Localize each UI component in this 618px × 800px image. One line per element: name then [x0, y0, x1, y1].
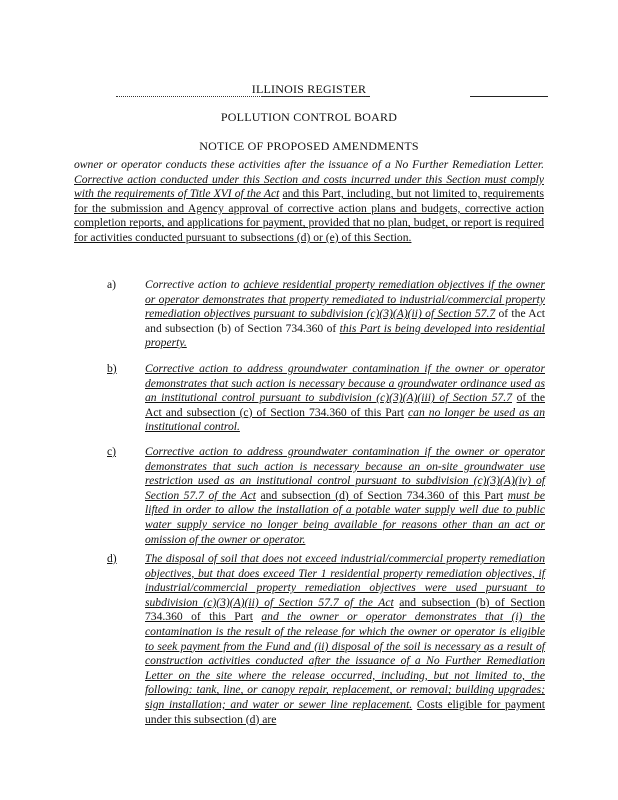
text-run: Corrective action to	[145, 278, 240, 291]
subsection-label: a)	[107, 278, 117, 291]
text-run: achieve residential property remediation objectives if the owner or operator demonstrates that property remediated to industrial/commercial property remediation objectives pursuant to subdivision (c)(3)(A)(ii) of Section 57.7	[145, 278, 545, 321]
text-run: this Part	[463, 488, 504, 502]
subsection-label: b)	[107, 362, 117, 375]
text-run: The disposal of soil that does not exceed industrial/commercial property remediation objectives, but that does exceed Tier 1 residential property remediation objectives, if industrial/commercial property remediation objectives were used pursuant to subdivision (c)(3)(A)(ii) of Section 57.7 of the Act	[145, 552, 545, 609]
board-title: POLLUTION CONTROL BOARD	[220, 110, 398, 124]
text-run: this Part is being developed into residential property.	[145, 321, 545, 350]
subsection-text	[145, 552, 545, 727]
register-title: ILLINOIS REGISTER	[251, 82, 367, 96]
intro-sentence-1: owner or operator conducts these activities after the issuance of a No Further Remediation Letter.	[74, 158, 544, 171]
text-run: of the Act and subsection (c) of Section 734.360 of this Part	[145, 391, 545, 419]
subsection-text	[145, 362, 545, 435]
text-run: and subsection (b) of Section 734.360 of this Part	[145, 595, 545, 624]
subsection-text	[145, 278, 545, 351]
intro-sentence-3: and this Part, including, but not limited to, requirements for the submission and Agency approval of corrective action plans and budgets, corrective action completion reports, and applications for payment, provided that no plan, budget, or report is required for activities conducted pursuant to subsections (d) or (e) of this Section.	[74, 187, 544, 244]
text-run: can no longer be used as an institutional control.	[145, 405, 545, 434]
subsection-label: c)	[107, 445, 117, 458]
text-run: Corrective action to address groundwater contamination if the owner or operator demonstrates that such action is necessary because an on-site groundwater use restriction used as an institutional control pursuant to subdivision (c)(3)(A)(iv) of Section 57.7 of the Act	[145, 445, 545, 502]
text-run: must be lifted in order to allow the installation of a potable water supply well due to public water supply service no longer being available for reasons other than an act or omission of the owner or operator.	[145, 488, 545, 546]
notice-title: NOTICE OF PROPOSED AMENDMENTS	[199, 139, 419, 153]
subsection-label: d)	[107, 552, 117, 565]
text-run: and subsection (d) of Section 734.360 of	[260, 488, 459, 502]
intro-paragraph	[74, 158, 544, 246]
subsection-text	[145, 445, 545, 547]
text-run: and the owner or operator demonstrates that (i) the contamination is the result of the release for which the owner or operator is eligible to seek payment from the Fund and (ii) disposal of the soil is necessary as a result of construction activities conducted after the issuance of a No Further Remediation Letter on the site where the release occurred, including, but not limited to, the following: tank, line, or canopy repair, replacement, or removal; building upgrades; sign installation; and water or sewer line replacement.	[145, 610, 545, 711]
text-run: of the Act and subsection (b) of Section 734.360 of	[145, 307, 545, 335]
text-run: Costs eligible for payment under this subsection (d) are	[145, 697, 545, 726]
text-run: Corrective action to address groundwater contamination if the owner or operator demonstrates that such action is necessary because a groundwater ordinance used as an institutional control pursuant to subdivision (c)(3)(A)(iii) of Section 57.7	[145, 362, 545, 405]
intro-sentence-2: Corrective action conducted under this Section and costs incurred under this Section must comply with the requirements of Title XVI of the Act	[74, 172, 544, 201]
